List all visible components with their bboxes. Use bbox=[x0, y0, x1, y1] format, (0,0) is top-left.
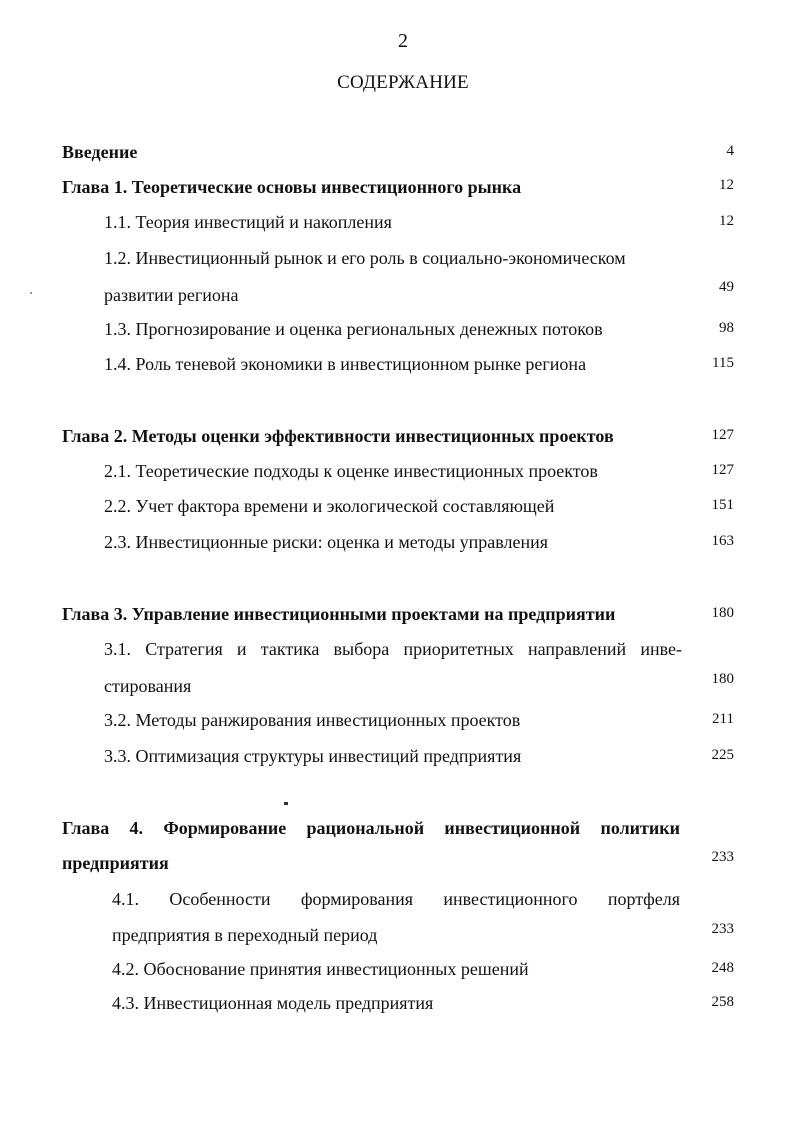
toc-entry-section-4-3: 4.3. Инвестиционная модель предприятия bbox=[112, 993, 434, 1013]
toc-page-number: 180 bbox=[711, 671, 734, 687]
toc-page-number: 127 bbox=[711, 462, 734, 478]
toc-page-number: 211 bbox=[712, 711, 734, 727]
toc-page-number: 151 bbox=[711, 497, 734, 513]
toc-page-number: 12 bbox=[719, 213, 734, 229]
toc-entry-section-2-1: 2.1. Теоретические подходы к оценке инвестиционных проектов bbox=[104, 461, 598, 481]
toc-entry-section-4-1: 4.1. Особенности формирования инвестиционного портфеля bbox=[112, 889, 680, 909]
toc-page-number: 248 bbox=[711, 960, 734, 976]
toc-entry-section-1-2-cont: развитии региона bbox=[104, 285, 239, 305]
toc-entry-chapter-4: Глава 4. Формирование рациональной инвестиционной политики bbox=[62, 818, 680, 838]
toc-entry-section-3-1: 3.1. Стратегия и тактика выбора приоритетных направлений инве- bbox=[104, 639, 682, 659]
toc-page-number: 115 bbox=[712, 355, 734, 371]
toc-entry-introduction: Введение bbox=[62, 142, 138, 162]
toc-page-number: 233 bbox=[711, 921, 734, 937]
scan-speck bbox=[30, 292, 32, 294]
toc-entry-section-4-1-cont: предприятия в переходный период bbox=[112, 925, 378, 945]
toc-entry-section-1-4: 1.4. Роль теневой экономики в инвестиционном рынке региона bbox=[104, 354, 587, 374]
toc-entry-section-3-2: 3.2. Методы ранжирования инвестиционных проектов bbox=[104, 710, 521, 730]
scan-speck bbox=[284, 802, 288, 805]
toc-title: СОДЕРЖАНИЕ bbox=[337, 72, 469, 93]
toc-entry-section-4-2: 4.2. Обоснование принятия инвестиционных решений bbox=[112, 959, 529, 979]
toc-entry-section-2-3: 2.3. Инвестиционные риски: оценка и методы управления bbox=[104, 532, 549, 552]
toc-page-number: 49 bbox=[719, 279, 734, 295]
toc-entry-chapter-1: Глава 1. Теоретические основы инвестиционного рынка bbox=[62, 177, 522, 197]
toc-page-number: 225 bbox=[711, 747, 734, 763]
page-number: 2 bbox=[398, 30, 408, 52]
toc-page-number: 127 bbox=[711, 427, 734, 443]
toc-entry-section-3-3: 3.3. Оптимизация структуры инвестиций предприятия bbox=[104, 746, 522, 766]
toc-entry-section-1-3: 1.3. Прогнозирование и оценка региональных денежных потоков bbox=[104, 319, 603, 339]
toc-entry-chapter-2: Глава 2. Методы оценки эффективности инвестиционных проектов bbox=[62, 426, 614, 446]
toc-entry-section-2-2: 2.2. Учет фактора времени и экологической составляющей bbox=[104, 496, 555, 516]
toc-page-number: 163 bbox=[711, 533, 734, 549]
toc-entry-section-3-1-cont: стирования bbox=[104, 676, 192, 696]
toc-page-number: 233 bbox=[711, 849, 734, 865]
toc-entry-chapter-3: Глава 3. Управление инвестиционными проектами на предприятии bbox=[62, 604, 616, 624]
toc-entry-chapter-4-cont: предприятия bbox=[62, 853, 169, 873]
toc-entry-section-1-2: 1.2. Инвестиционный рынок и его роль в социально-экономическом bbox=[104, 248, 626, 268]
toc-page-number: 180 bbox=[711, 605, 734, 621]
toc-entry-section-1-1: 1.1. Теория инвестиций и накопления bbox=[104, 212, 392, 232]
toc-page-number: 258 bbox=[711, 994, 734, 1010]
toc-page-number: 4 bbox=[726, 143, 734, 159]
toc-page-number: 12 bbox=[719, 177, 734, 193]
toc-page-number: 98 bbox=[719, 320, 734, 336]
